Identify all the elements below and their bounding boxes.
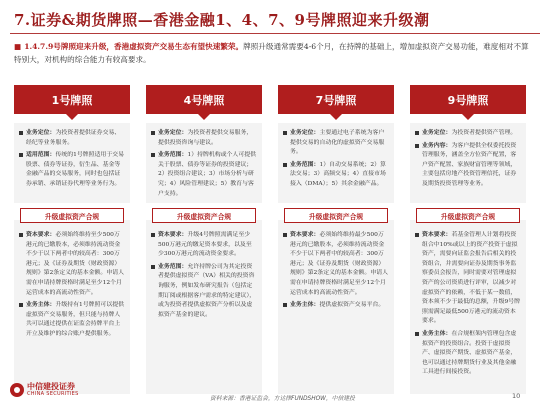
- item-text: 传统的1号牌照适用于交易股票、债券等证券，衍生品、基金等金融产品的交易服务，同时也包括证券承销、承销证券代理等业务行为。: [26, 152, 124, 187]
- intro-highlight: 1.4.7.9号牌照迎来升级，香港虚拟资产交易生态有望快速繁荣。: [24, 42, 244, 51]
- item-text: 必须始终维持至少500万港元的已缴股本，必须维持流动资金不少于以下两者中的较高者：300万港元；及《证券及期货（财政资源）规则》第2条定义的基本金额。申请人需在申请持牌资格时满足至少12个月运营成本的高流动性资产。: [26, 232, 124, 296]
- item-label: 业务主体：: [290, 301, 320, 309]
- item-text: 为投资者提供交易服务，提供投资咨询与建议。: [158, 130, 253, 146]
- item-text: 升级4号牌照需满足至少500万港元的缴足资本要求，以及至少300万港元的流动资金要求。: [158, 232, 252, 258]
- item-label: 资本要求：: [26, 231, 56, 238]
- item-label: 业务范围：: [290, 160, 320, 168]
- upgrade-details-box: [410, 220, 526, 394]
- down-arrow-icon: [330, 114, 342, 120]
- item-label: 业务定位：: [158, 129, 188, 136]
- logo-name-cn: 中信建投证券: [27, 382, 75, 391]
- item-label: 适用范围：: [26, 151, 56, 159]
- upgrade-subheader: 升级虚拟资产合规: [20, 208, 124, 223]
- logo-text: [27, 382, 79, 397]
- column-header: 4号牌照: [146, 85, 262, 114]
- square-bullet-icon: [19, 303, 23, 307]
- column-header: 7号牌照: [278, 85, 394, 114]
- intro-paragraph: [14, 40, 536, 66]
- down-arrow-icon: [198, 114, 210, 120]
- square-bullet-icon: [151, 131, 155, 135]
- license-column-9: [410, 85, 526, 394]
- down-arrow-icon: [462, 114, 474, 120]
- item-label: 资本要求：: [290, 231, 320, 238]
- square-bullet-icon: [151, 233, 155, 237]
- page-title: 7.证券&期货牌照—香港金融1、4、7、9号牌照迎来升级潮: [14, 11, 430, 29]
- square-bullet-icon: [415, 131, 419, 135]
- item-text: 允许持牌公司为其定投资者提供虚拟资产（VA）相关的投资咨询服务，例如发布研究报告（包括定期订阅或根据客户需求的特定建议），或为投资者提供虚拟资产分析以及虚拟资产基金的建议。: [158, 263, 256, 318]
- logo-name-en: CHINA SECURITIES: [27, 391, 79, 397]
- square-bullet-icon: [415, 233, 419, 237]
- upgrade-subheader: 升级虚拟资产合规: [152, 208, 256, 223]
- item-text: 在合规框架内管理包含虚拟资产的投资组合。投资于虚拟资产、虚拟资产期货、虚拟资产基金，也可以通过持牌期货行业及其他金融工具进行间接投资。: [422, 330, 517, 376]
- license-overview-box: [146, 123, 262, 203]
- upgrade-subheader: 升级虚拟资产合规: [416, 208, 520, 223]
- item-text: 必须始终维持最少500万港元的已缴股本，必须维持流动资金不少于以下两者中的较高者：300万港元；及《证券及期货（财政资源）规则》第2条定义的基本金额。申请人需在申请持牌资格时满足至少12个月运营成本的高流动性资产。: [290, 232, 388, 296]
- item-text: 为投资者提供资产管理。: [451, 130, 517, 136]
- logo-icon: [10, 383, 24, 397]
- license-column-1: [14, 85, 130, 394]
- item-text: 若基金管理人计划将投资组合中10%或以上的资产投资于虚拟资产，需要向证监会报告后相关的投资组合，并需要向证券及期货事务监察委员会报告，同时需要对管理虚拟资产的公司资质进行评审，以减少对虚拟资产的依赖，不低于某一数值，资本须不少于最低的总额，升级9号牌照需满足最低500万港元的流动资本要求。: [422, 232, 520, 325]
- item-text: 升级持有1号牌照可以提供虚拟资产交易服务，但只能与持牌人共可以通过提供在证监会持牌平台上开立及维护的综合账户提供服务。: [26, 302, 124, 337]
- square-bullet-icon: ■: [14, 42, 22, 51]
- square-bullet-icon: [19, 131, 23, 135]
- intro-text: 牌照升级通常需要4-6个月，在持牌的基础上，增加虚拟资产交易功能，难度相对不算特别大，对机构的综合能力有较高要求。: [14, 42, 529, 64]
- square-bullet-icon: [283, 233, 287, 237]
- down-arrow-icon: [66, 114, 78, 120]
- square-bullet-icon: [19, 233, 23, 237]
- page-number: 10: [512, 392, 521, 400]
- item-label: 资本要求：: [158, 231, 188, 238]
- item-label: 业务主体：: [26, 301, 56, 309]
- upgrade-subheader: 升级虚拟资产合规: [284, 208, 388, 223]
- item-label: 业务定位：: [26, 129, 56, 136]
- license-overview-box: [410, 123, 526, 203]
- upgrade-details-box: [14, 220, 130, 394]
- item-text: 1）自动交易系统；2）算法交易；3）高频交易；4）直接市场接入（DMA）；5）其余金融产品。: [290, 161, 386, 187]
- square-bullet-icon: [19, 153, 23, 157]
- upgrade-details-box: [278, 220, 394, 394]
- upgrade-details-box: [146, 220, 262, 394]
- license-overview-box: [14, 123, 130, 203]
- item-text: 1）持牌机构或个人可提供关于股票、债券等证券的投资建议；2）投资组合建议；3）市场分析与研究；4）风险管理建议；5）教育与客户支持。: [158, 152, 256, 197]
- item-label: 业务定位：: [290, 129, 320, 136]
- square-bullet-icon: [415, 144, 419, 148]
- license-overview-box: [278, 123, 394, 203]
- company-logo: [10, 382, 79, 397]
- square-bullet-icon: [283, 303, 287, 307]
- item-label: 业务主体：: [422, 329, 452, 337]
- item-label: 资本要求：: [422, 231, 452, 238]
- item-text: 为客户提供全权委托投资管理服务，涵盖全方位资产配置，客户资产配置、家族财富管理等领域，主要包括房地产投资管理信托，证券及期货投资管理等业务。: [422, 142, 517, 187]
- column-header: 9号牌照: [410, 85, 526, 114]
- item-text: 主要通过电子系统为客户提供交易的自动化的虚拟资产交易服务。: [290, 130, 385, 156]
- item-label: 业务内容：: [422, 141, 452, 149]
- title-divider: [10, 33, 540, 34]
- item-label: 业务范围：: [158, 151, 188, 159]
- item-text: 为投资者提供证券交易、经纪等业务服务。: [26, 130, 121, 146]
- square-bullet-icon: [283, 131, 287, 135]
- item-text: 提供虚拟资产交易平台。: [319, 302, 385, 309]
- item-label: 业务范围：: [158, 262, 188, 270]
- square-bullet-icon: [283, 163, 287, 167]
- square-bullet-icon: [151, 265, 155, 269]
- source-note: 资料来源：香港证监会，方达律FUNDSHOW，中信建投: [210, 396, 355, 402]
- column-header: 1号牌照: [14, 85, 130, 114]
- item-label: 业务定位：: [422, 129, 452, 136]
- license-column-7: [278, 85, 394, 394]
- square-bullet-icon: [415, 332, 419, 336]
- license-column-4: [146, 85, 262, 394]
- square-bullet-icon: [151, 153, 155, 157]
